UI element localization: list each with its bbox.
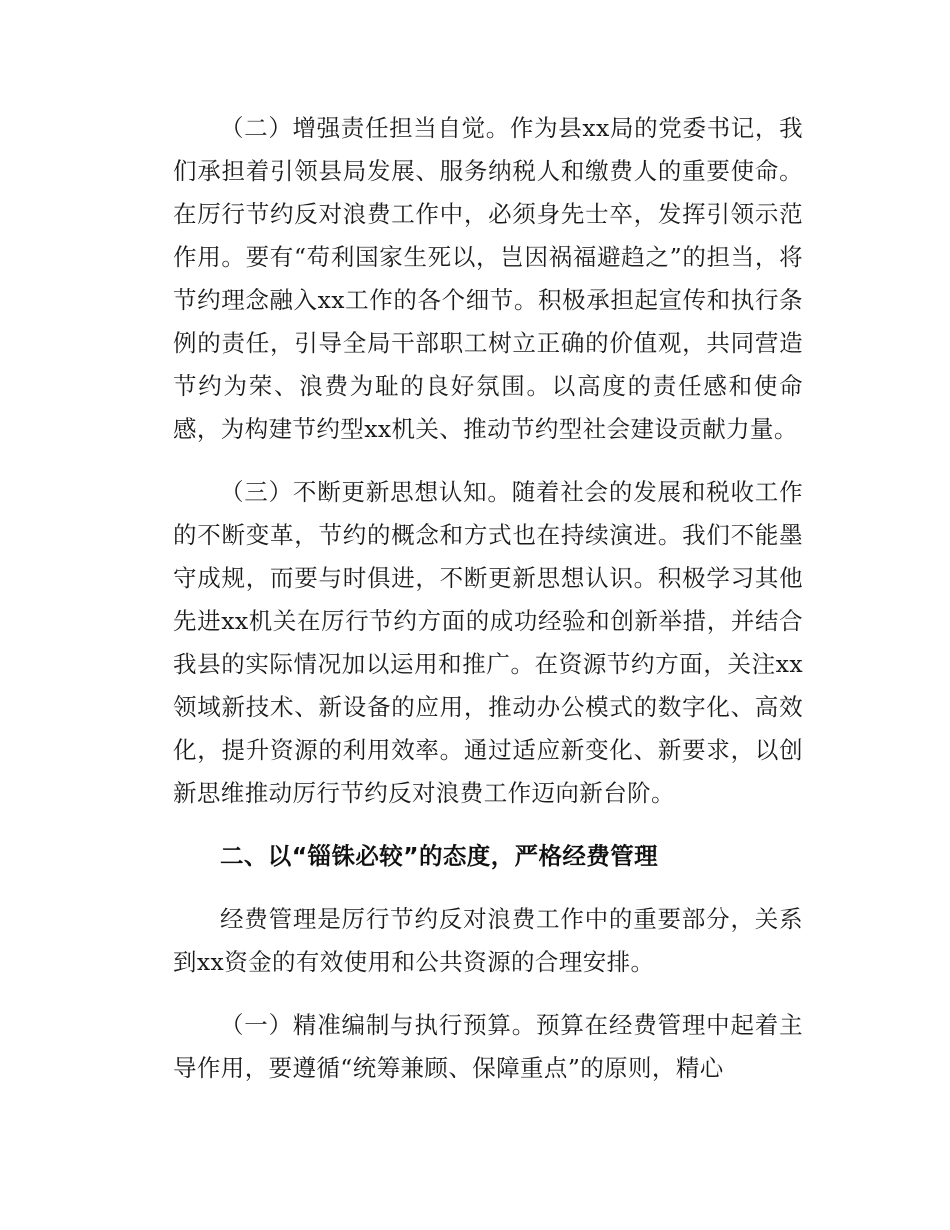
paragraph-responsibility: （二）增强责任担当自觉。作为县xx局的党委书记，我们承担着引领县局发展、服务纳税人和缴费人的重要使命。在厉行节约反对浪费工作中，必须身先士卒，发挥引领示范作用。要有“苟利国家生死以，岂因祸福避趋之”的担当，将节约理念融入xx工作的各个细节。积极承担起宣传和执行条例的责任，引导全局干部职工树立正确的价值观，共同营造节约为荣、浪费为耻的良好氛围。以高度的责任感和使命感，为构建节约型xx机关、推动节约型社会建设贡献力量。: [173, 114, 803, 443]
paragraph-budget: （一）精准编制与执行预算。预算在经费管理中起着主导作用，要遵循“统筹兼顾、保障重点”的原则，精心: [173, 1011, 803, 1082]
paragraph-funds-intro: 经费管理是厉行节约反对浪费工作中的重要部分，关系到xx资金的有效使用和公共资源的合理安排。: [173, 905, 803, 976]
section-heading: 二、以“锱铢必较”的态度，严格经费管理: [220, 842, 658, 870]
document-body: [173, 107, 803, 1090]
paragraph-update-thinking: （三）不断更新思想认知。随着社会的发展和税收工作的不断变革，节约的概念和方式也在持续演进。我们不能墨守成规，而要与时俱进，不断更新思想认识。积极学习其他先进xx机关在厉行节约方面的成功经验和创新举措，并结合我县的实际情况加以运用和推广。在资源节约方面，关注xx领域新技术、新设备的应用，推动办公模式的数字化、高效化，提升资源的利用效率。通过适应新变化、新要求，以创新思维推动厉行节约反对浪费工作迈向新台阶。: [173, 478, 803, 807]
